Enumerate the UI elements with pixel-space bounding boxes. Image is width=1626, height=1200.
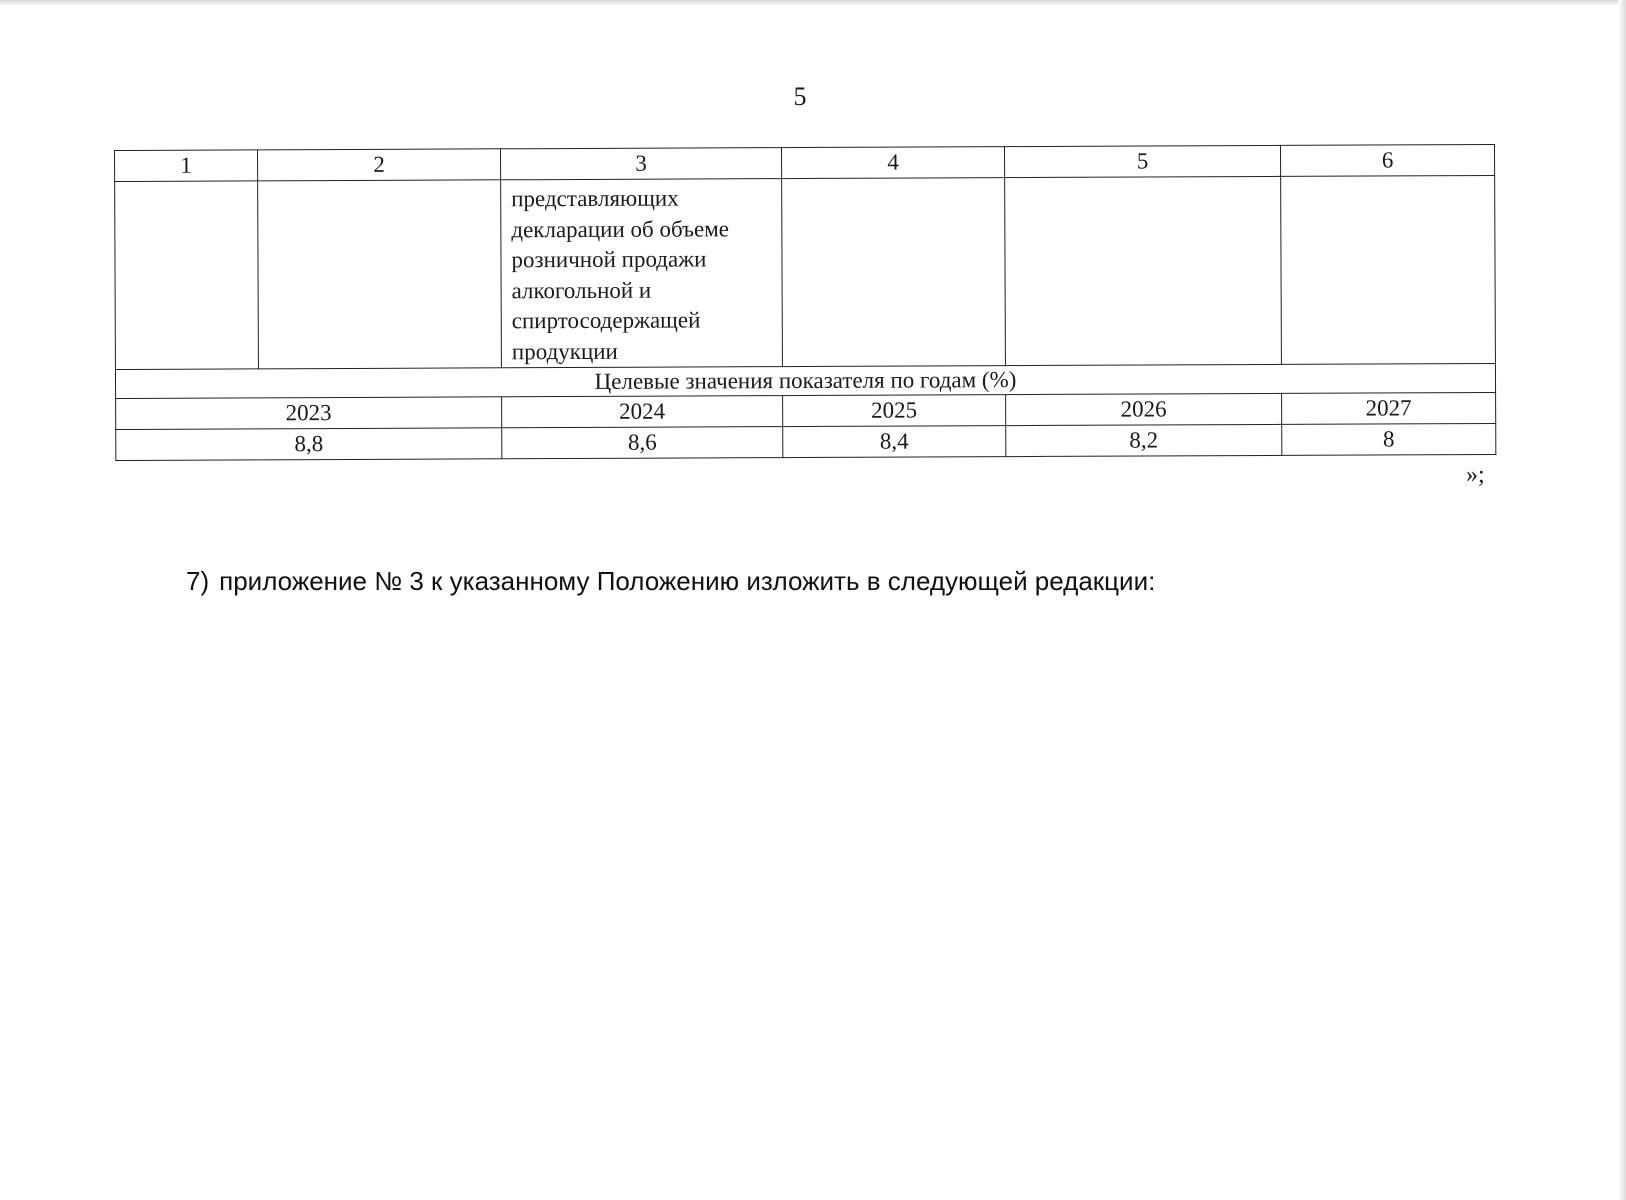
column-number-cell: 6 bbox=[1280, 144, 1494, 176]
value-cell: 8 bbox=[1282, 423, 1496, 455]
content-cell-1 bbox=[115, 181, 259, 370]
description-line: продукции bbox=[511, 338, 618, 364]
content-cell-4 bbox=[782, 178, 1006, 367]
scan-edge-right bbox=[1618, 0, 1626, 1200]
year-cell: 2027 bbox=[1282, 392, 1496, 424]
column-number-cell: 2 bbox=[258, 149, 501, 181]
page-number: 5 bbox=[793, 82, 807, 111]
closing-quote: »; bbox=[1466, 462, 1485, 488]
amendment-paragraph bbox=[186, 566, 1155, 597]
description-line: представляющих bbox=[511, 185, 679, 212]
description-line: декларации об объеме bbox=[511, 215, 730, 242]
indicator-table bbox=[114, 144, 1496, 461]
value-cell: 8,6 bbox=[502, 427, 783, 459]
indicator-description-cell bbox=[501, 179, 783, 368]
target-values-title: Целевые значения показателя по годам (%) bbox=[115, 363, 1495, 398]
column-number-cell: 3 bbox=[500, 148, 781, 180]
value-cell: 8,8 bbox=[116, 428, 502, 461]
value-cell: 8,2 bbox=[1006, 424, 1282, 456]
content-cell-5 bbox=[1005, 176, 1282, 365]
description-line: розничной продажи bbox=[511, 246, 707, 273]
amendment-number: 7) bbox=[186, 566, 210, 596]
value-cell: 8,4 bbox=[783, 426, 1006, 458]
column-number-cell: 4 bbox=[781, 147, 1004, 179]
scan-edge-top bbox=[0, 0, 1626, 6]
content-cell-2 bbox=[258, 180, 502, 369]
content-row bbox=[115, 175, 1496, 369]
year-cell: 2026 bbox=[1006, 393, 1282, 425]
description-line: спиртосодержащей bbox=[511, 307, 701, 334]
column-number-cell: 1 bbox=[115, 150, 258, 182]
amendment-text: приложение № 3 к указанному Положению изложить в следующей редакции: bbox=[219, 566, 1156, 596]
content-cell-6 bbox=[1281, 175, 1496, 364]
description-line: алкогольной и bbox=[511, 277, 652, 303]
value-row bbox=[116, 423, 1496, 460]
year-cell: 2025 bbox=[783, 395, 1006, 427]
year-cell: 2023 bbox=[116, 397, 502, 430]
column-number-cell: 5 bbox=[1004, 145, 1280, 177]
year-cell: 2024 bbox=[502, 396, 783, 428]
